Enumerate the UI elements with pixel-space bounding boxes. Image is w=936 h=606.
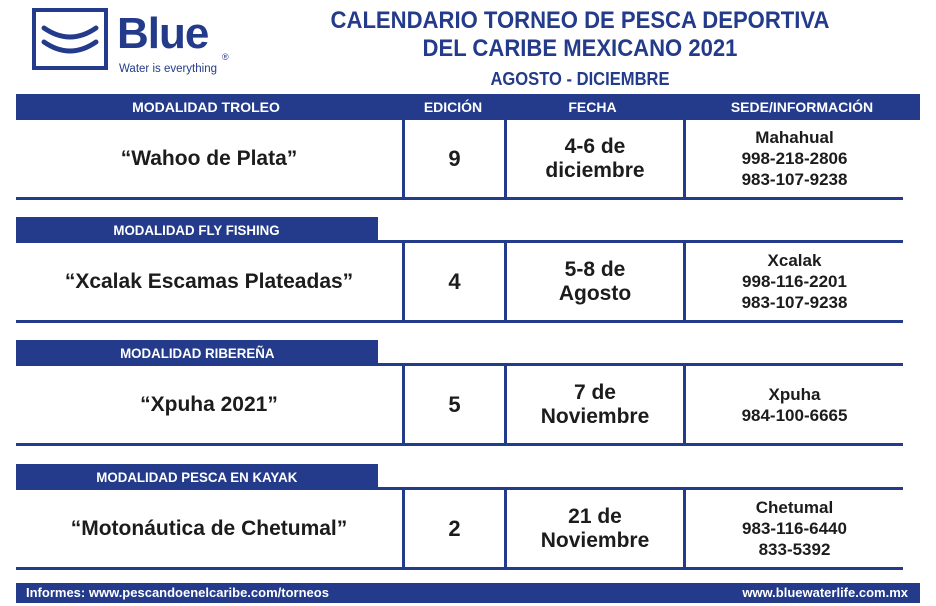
edition-cell (402, 490, 504, 570)
phone: 833-5392 (758, 540, 831, 559)
column-header-fecha: FECHA (568, 99, 617, 115)
date-line-1: 4-6 de (564, 134, 626, 158)
logo-mark (32, 8, 108, 70)
section-4-modalidad-bar (16, 464, 378, 490)
table-row (16, 490, 402, 570)
info-cell (683, 243, 903, 323)
date-line-1: 21 de (568, 504, 622, 528)
phone: 998-218-2806 (741, 149, 848, 168)
tournament-name: “Motonáutica de Chetumal” (70, 516, 348, 540)
date-line-1: 5-8 de (564, 257, 626, 281)
section-2-modalidad: MODALIDAD FLY FISHING (113, 222, 281, 238)
registered-mark: ® (222, 52, 229, 62)
date-line-2: Noviembre (540, 404, 650, 428)
phone: 983-107-9238 (741, 293, 848, 312)
column-header-sede: SEDE/INFORMACIÓN (730, 99, 874, 115)
venue: Xpuha (768, 384, 821, 404)
page-title-line-2: DEL CARIBE MEXICANO 2021 (422, 35, 738, 62)
info-cell (683, 490, 903, 570)
logo-wordmark: Blue (117, 9, 209, 58)
edition-number: 4 (448, 268, 461, 294)
phone: 984-100-6665 (741, 405, 848, 425)
venue: Chetumal (755, 498, 834, 517)
tournament-name: “Wahoo de Plata” (120, 146, 298, 170)
table-row (16, 366, 402, 446)
footer-website-link[interactable]: www.bluewaterlife.com.mx (742, 585, 908, 600)
date-cell (504, 490, 683, 570)
info-cell (683, 366, 903, 446)
waves-icon (36, 12, 104, 66)
date-line-2: diciembre (545, 158, 645, 182)
section-3-modalidad: MODALIDAD RIBEREÑA (119, 345, 275, 361)
tournament-name: “Xcalak Escamas Plateadas” (64, 269, 354, 293)
table-row (16, 120, 402, 200)
edition-cell (402, 243, 504, 323)
edition-cell (402, 120, 504, 200)
section-3-modalidad-bar (16, 340, 378, 366)
footer-bar (16, 583, 920, 603)
page-title-line-1: CALENDARIO TORNEO DE PESCA DEPORTIVA (330, 7, 830, 34)
phone: 998-116-2201 (742, 272, 847, 291)
page-subtitle: AGOSTO - DICIEMBRE (490, 69, 670, 89)
tournament-name: “Xpuha 2021” (140, 392, 278, 416)
info-cell (683, 120, 903, 200)
edition-number: 9 (448, 145, 461, 171)
edition-number: 5 (448, 391, 461, 417)
section-1-modalidad: MODALIDAD TROLEO (132, 99, 280, 115)
phone: 983-116-6440 (742, 519, 847, 538)
footer-info-link[interactable]: Informes: www.pescandoenelcaribe.com/torneos (26, 585, 329, 600)
edition-cell (402, 366, 504, 446)
phone: 983-107-9238 (741, 170, 848, 189)
venue: Xcalak (767, 251, 822, 270)
table-row (16, 243, 402, 323)
date-cell (504, 366, 683, 446)
logo-tagline: Water is everything (119, 63, 217, 75)
date-line-1: 7 de (573, 380, 616, 404)
date-cell (504, 120, 683, 200)
edition-number: 2 (448, 515, 461, 541)
section-4-modalidad: MODALIDAD PESCA EN KAYAK (96, 469, 298, 485)
date-cell (504, 243, 683, 323)
section-2-modalidad-bar (16, 217, 378, 243)
venue: Mahahual (755, 128, 834, 147)
date-line-2: Agosto (558, 281, 632, 305)
column-header-edicion: EDICIÓN (423, 99, 483, 115)
date-line-2: Noviembre (540, 528, 650, 552)
